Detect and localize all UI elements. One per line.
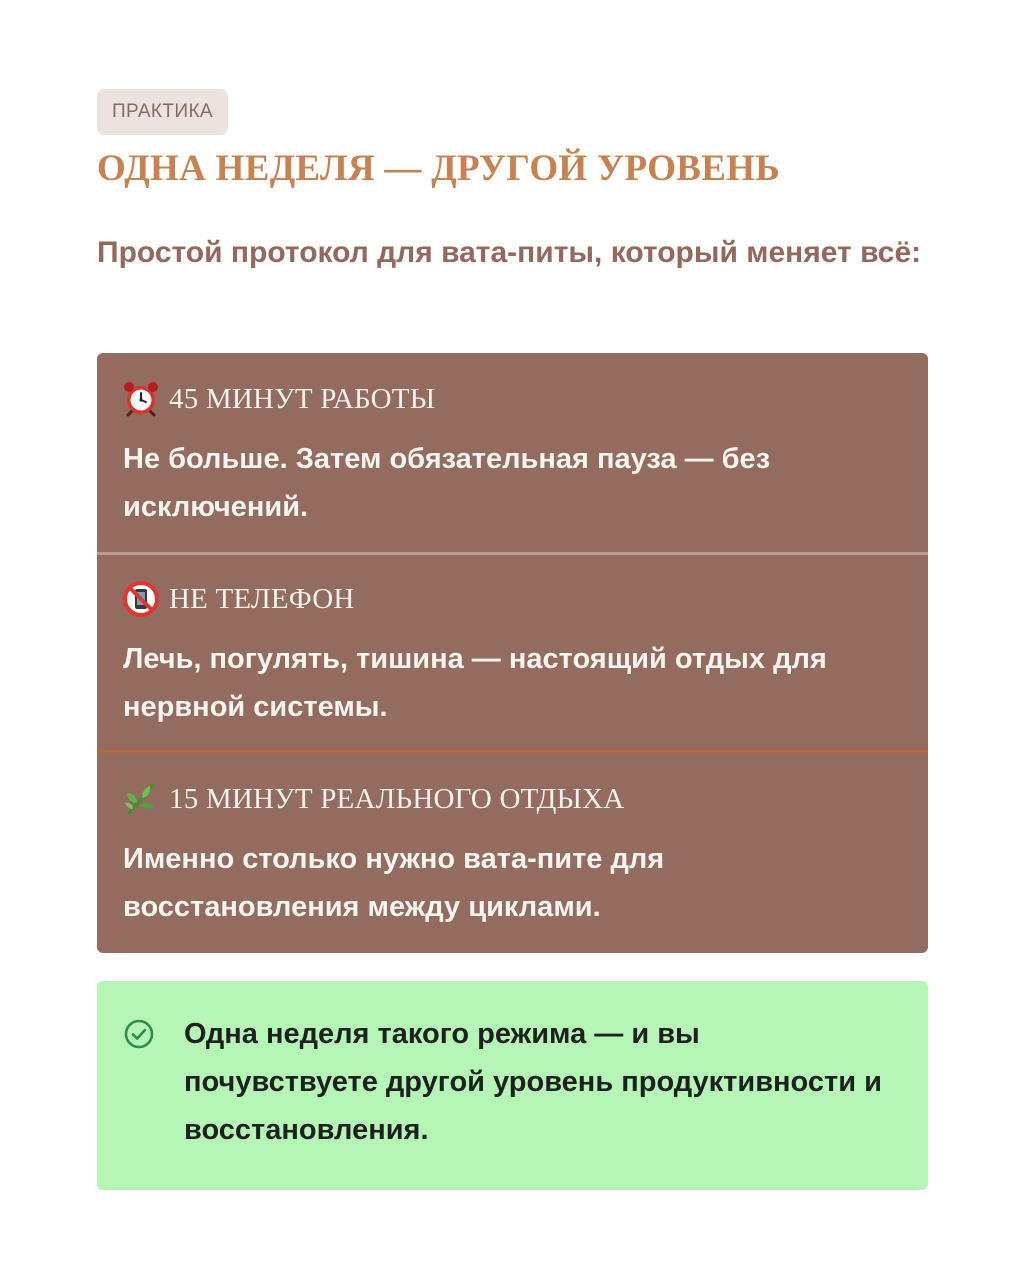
no-phone-icon	[123, 581, 159, 617]
protocol-item-title: НЕ ТЕЛЕФОН	[169, 583, 355, 615]
protocol-item-heading	[123, 379, 435, 419]
protocol-item-description: Лечь, погулять, тишина — настоящий отдых для нервной системы.	[123, 643, 827, 723]
protocol-item-title: 15 МИНУТ РЕАЛЬНОГО ОТДЫХА	[169, 783, 625, 815]
protocol-item-heading	[123, 579, 355, 619]
protocol-item-description: Именно столько нужно вата-пите для восстановления между циклами.	[123, 843, 665, 923]
alarm-clock-icon	[123, 381, 159, 417]
protocol-item-no-phone	[97, 553, 928, 753]
section-tag: ПРАКТИКА	[97, 89, 228, 135]
page-title: ОДНА НЕДЕЛЯ — ДРУГОЙ УРОВЕНЬ	[97, 148, 781, 189]
protocol-item-work	[97, 353, 928, 553]
protocol-item-rest	[97, 753, 928, 953]
protocol-card	[97, 353, 928, 953]
herb-icon	[123, 781, 159, 817]
check-circle-icon	[123, 1018, 155, 1050]
intro-text: Простой протокол для вата-питы, который меняет всё:	[97, 236, 922, 269]
protocol-item-title: 45 МИНУТ РАБОТЫ	[169, 383, 436, 415]
protocol-item-heading	[123, 779, 624, 819]
result-note	[97, 981, 928, 1190]
protocol-item-description: Не больше. Затем обязательная пауза — без исключений.	[123, 443, 771, 523]
result-note-text: Одна неделя такого режима — и вы почувствуете другой уровень продуктивности и восстановления.	[184, 1018, 882, 1146]
